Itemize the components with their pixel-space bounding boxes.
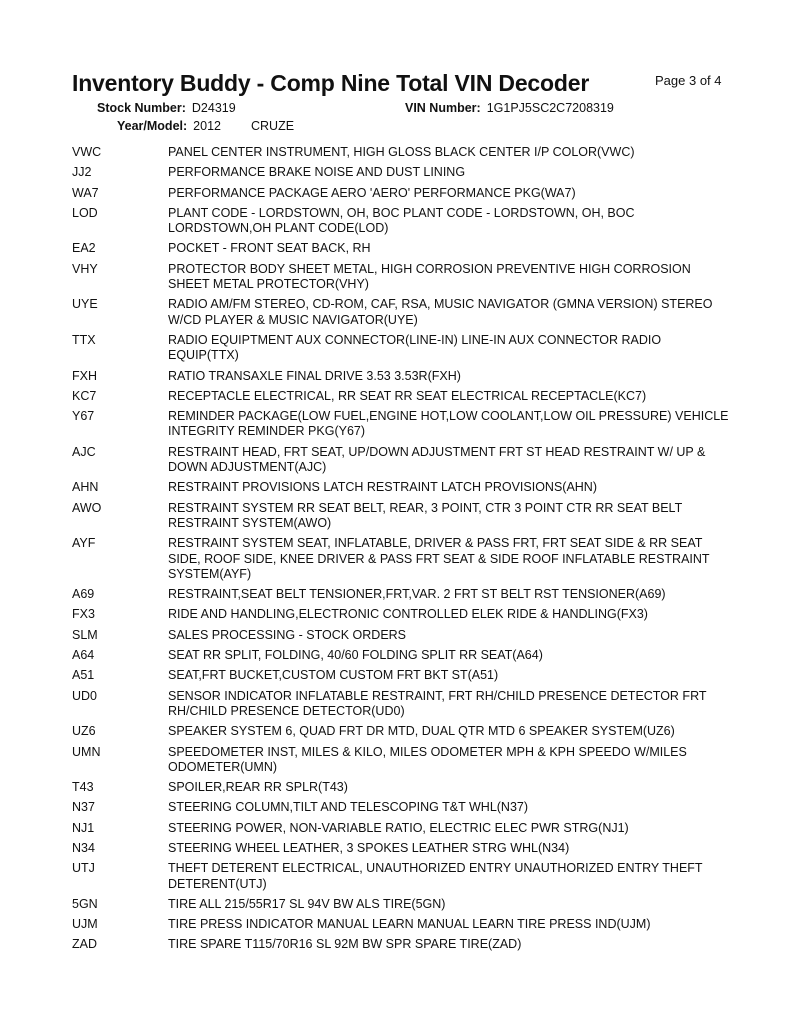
option-entry [72,937,732,952]
option-description: REMINDER PACKAGE(LOW FUEL,ENGINE HOT,LOW COOLANT,LOW OIL PRESSURE) VEHICLE INTEGRITY REMINDER PKG(Y67) [168,409,729,439]
stock-number-label: Stock Number: [97,101,186,115]
option-entry [72,861,732,892]
option-entry [72,689,732,720]
option-entry [72,745,732,776]
option-description: STEERING POWER, NON-VARIABLE RATIO, ELECTRIC ELEC PWR STRG(NJ1) [168,820,629,835]
option-code: A64 [72,648,95,663]
option-code: N34 [72,840,95,855]
option-description: SENSOR INDICATOR INFLATABLE RESTRAINT, FRT RH/CHILD PRESENCE DETECTOR FRT RH/CHILD PRESENCE DETECTOR(UD0) [168,688,707,718]
option-entry [72,445,732,476]
option-description: PERFORMANCE BRAKE NOISE AND DUST LINING [168,165,466,180]
option-entry [72,389,732,404]
option-description: RESTRAINT SYSTEM RR SEAT BELT, REAR, 3 POINT, CTR 3 POINT CTR RR SEAT BELT RESTRAINT SYSTEM(AWO) [168,500,682,530]
option-description: THEFT DETERENT ELECTRICAL, UNAUTHORIZED ENTRY UNAUTHORIZED ENTRY THEFT DETERENT(UTJ) [168,861,703,891]
option-code: JJ2 [72,165,92,180]
page-title: Inventory Buddy - Comp Nine Total VIN Decoder [72,70,590,96]
option-description: RADIO EQUIPTMENT AUX CONNECTOR(LINE-IN) LINE-IN AUX CONNECTOR RADIO EQUIP(TTX) [168,332,662,363]
option-description: SALES PROCESSING - STOCK ORDERS [168,627,407,642]
option-description: POCKET - FRONT SEAT BACK, RH [168,241,371,256]
option-entry [72,800,732,815]
option-description: RATIO TRANSAXLE FINAL DRIVE 3.53 3.53R(FXH) [168,368,461,383]
option-description: SEAT RR SPLIT, FOLDING, 40/60 FOLDING SPLIT RR SEAT(A64) [168,648,543,663]
option-code: VHY [72,261,98,276]
option-code: VWC [72,145,102,159]
option-entry [72,780,732,795]
option-code: AWO [72,500,102,515]
option-entry [72,369,732,384]
option-entry [72,841,732,856]
option-code: A69 [72,587,95,602]
option-entry [72,587,732,602]
option-entry [72,536,732,582]
option-entry [72,165,732,180]
option-code: AYF [72,536,96,551]
option-entry [72,501,732,532]
year-value: 2012 [193,119,221,133]
option-entry [72,241,732,256]
option-code-list [72,145,732,958]
option-description: RESTRAINT HEAD, FRT SEAT, UP/DOWN ADJUSTMENT FRT ST HEAD RESTRAINT W/ UP & DOWN ADJUSTMENT(AJC) [168,444,706,475]
vin-number-row [405,101,614,115]
option-code: LOD [72,205,98,220]
year-model-label: Year/Model: [117,119,188,133]
option-description: PANEL CENTER INSTRUMENT, HIGH GLOSS BLACK CENTER I/P COLOR(VWC) [168,145,635,159]
option-code: WA7 [72,185,99,200]
option-code: UTJ [72,861,95,876]
option-code: 5GN [72,896,98,911]
option-code: FXH [72,368,97,383]
option-description: RESTRAINT SYSTEM SEAT, INFLATABLE, DRIVER & PASS FRT, FRT SEAT SIDE & RR SEAT SIDE, ROOF SIDE, KNEE DRIVER & PASS FRT SEAT & SIDE ROOF INFLATABLE RESTRAINT SYSTEM(AYF) [168,536,710,581]
option-description: RECEPTACLE ELECTRICAL, RR SEAT RR SEAT ELECTRICAL RECEPTACLE(KC7) [168,388,647,403]
option-code: EA2 [72,241,96,256]
option-entry [72,821,732,836]
option-description: SPEAKER SYSTEM 6, QUAD FRT DR MTD, DUAL QTR MTD 6 SPEAKER SYSTEM(UZ6) [168,724,675,739]
option-description: RESTRAINT,SEAT BELT TENSIONER,FRT,VAR. 2 FRT ST BELT RST TENSIONER(A69) [168,587,666,602]
option-entry [72,262,732,293]
option-description: STEERING WHEEL LEATHER, 3 SPOKES LEATHER STRG WHL(N34) [168,840,570,855]
option-entry [72,206,732,237]
option-description: PERFORMANCE PACKAGE AERO 'AERO' PERFORMANCE PKG(WA7) [168,185,576,200]
option-description: SPOILER,REAR RR SPLR(T43) [168,780,348,795]
option-code: UMN [72,744,101,759]
option-entry [72,480,732,495]
option-code: TTX [72,332,96,347]
option-code: FX3 [72,607,95,622]
option-code: ZAD [72,937,97,952]
option-code: NJ1 [72,820,95,835]
option-entry [72,897,732,912]
option-code: AHN [72,480,99,495]
vin-number-value: 1G1PJ5SC2C7208319 [486,101,614,115]
option-entry [72,607,732,622]
option-code: UD0 [72,688,98,703]
option-description: STEERING COLUMN,TILT AND TELESCOPING T&T WHL(N37) [168,800,529,815]
option-description: RESTRAINT PROVISIONS LATCH RESTRAINT LATCH PROVISIONS(AHN) [168,480,597,495]
option-entry [72,333,732,364]
option-code: A51 [72,668,95,683]
option-description: PROTECTOR BODY SHEET METAL, HIGH CORROSION PREVENTIVE HIGH CORROSION SHEET METAL PROTECTOR(VHY) [168,261,691,292]
stock-number-row [97,101,236,115]
option-code: KC7 [72,388,97,403]
model-value: CRUZE [250,119,295,133]
option-entry [72,409,732,440]
option-description: TIRE PRESS INDICATOR MANUAL LEARN MANUAL LEARN TIRE PRESS IND(UJM) [168,917,651,932]
option-code: AJC [72,444,96,459]
option-code: T43 [72,780,94,795]
option-code: UYE [72,297,98,312]
option-entry [72,668,732,683]
option-code: UJM [72,917,98,932]
option-description: RADIO AM/FM STEREO, CD-ROM, CAF, RSA, MUSIC NAVIGATOR (GMNA VERSION) STEREO W/CD PLAYER & MUSIC NAVIGATOR(UYE) [168,297,713,327]
option-entry [72,186,732,201]
option-code: Y67 [72,409,95,424]
option-description: SPEEDOMETER INST, MILES & KILO, MILES ODOMETER MPH & KPH SPEEDO W/MILES ODOMETER(UMN) [168,744,687,774]
option-entry [72,648,732,663]
option-description: PLANT CODE - LORDSTOWN, OH, BOC PLANT CODE - LORDSTOWN, OH, BOC LORDSTOWN,OH PLANT CODE(LOD) [168,205,635,236]
vin-number-label: VIN Number: [405,101,481,115]
option-description: TIRE SPARE T115/70R16 SL 92M BW SPR SPARE TIRE(ZAD) [168,937,522,952]
stock-number-value: D24319 [191,101,236,115]
option-code: UZ6 [72,724,96,739]
option-entry [72,724,732,739]
option-entry [72,628,732,643]
year-model-row [117,119,294,133]
option-code: N37 [72,800,95,815]
option-entry [72,917,732,932]
option-code: SLM [72,627,98,642]
option-description: TIRE ALL 215/55R17 SL 94V BW ALS TIRE(5GN) [168,896,446,911]
option-description: RIDE AND HANDLING,ELECTRONIC CONTROLLED ELEK RIDE & HANDLING(FX3) [168,607,648,622]
option-description: SEAT,FRT BUCKET,CUSTOM CUSTOM FRT BKT ST(A51) [168,668,499,683]
option-entry [72,297,732,328]
option-entry [72,145,732,160]
page-number: Page 3 of 4 [655,73,722,88]
